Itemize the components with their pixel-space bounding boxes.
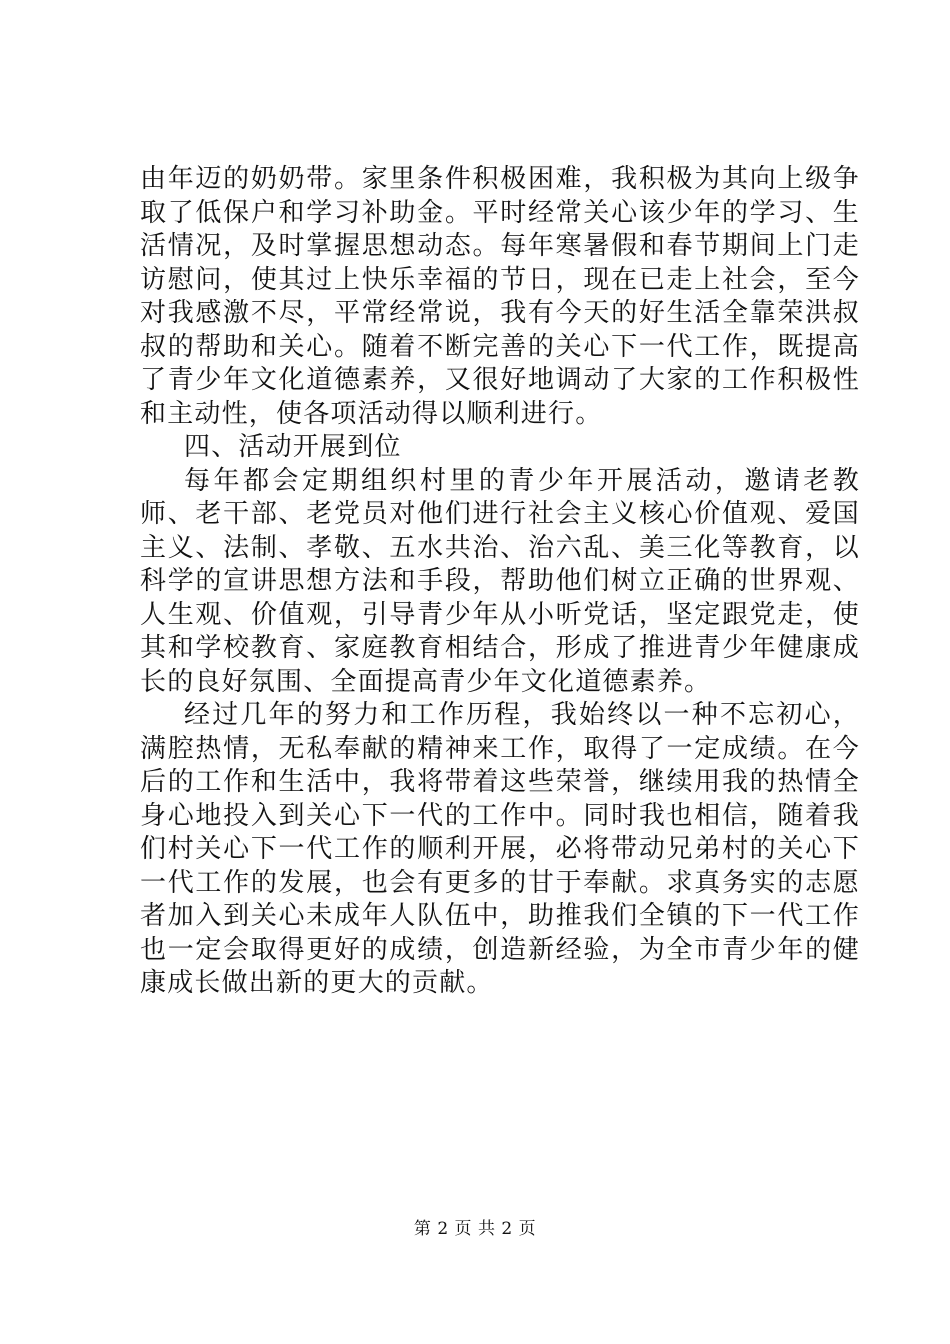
paragraph-continuation: 由年迈的奶奶带。家里条件积极困难，我积极为其向上级争取了低保户和学习补助金。平时经常关心该少年的学习、生活情况，及时掌握思想动态。每年寒暑假和春节期间上门走访慰问，使其过上快乐幸福的节日，现在已走上社会，至今对我感激不尽，平常经常说，我有今天的好生活全靠荣洪叔叔的帮助和关心。随着不断完善的关心下一代工作，既提高了青少年文化道德素养，又很好地调动了大家的工作积极性和主动性，使各项活动得以顺利进行。	[140, 164, 860, 429]
page-footer: 第 2 页 共 2 页	[413, 1219, 537, 1239]
paragraph-conclusion: 经过几年的努力和工作历程，我始终以一种不忘初心，满腔热情，无私奉献的精神来工作，取得了一定成绩。在今后的工作和生活中，我将带着这些荣誉，继续用我的热情全身心地投入到关心下一代的工作中。同时我也相信，随着我们村关心下一代工作的顺利开展，必将带动兄弟村的关心下一代工作的发展，也会有更多的甘于奉献。求真务实的志愿者加入到关心未成年人队伍中，助推我们全镇的下一代工作也一定会取得更好的成绩，创造新经验，为全市青少年的健康成长做出新的更大的贡献。	[140, 700, 860, 998]
section-heading: 四、活动开展到位	[184, 432, 402, 462]
paragraph-activities: 每年都会定期组织村里的青少年开展活动，邀请老教师、老干部、老党员对他们进行社会主义核心价值观、爱国主义、法制、孝敬、五水共治、治六乱、美三化等教育，以科学的宣讲思想方法和手段，帮助他们树立正确的世界观、人生观、价值观，引导青少年从小听党话，坚定跟党走，使其和学校教育、家庭教育相结合，形成了推进青少年健康成长的良好氛围、全面提高青少年文化道德素养。	[140, 465, 860, 697]
document-body	[140, 163, 860, 1001]
